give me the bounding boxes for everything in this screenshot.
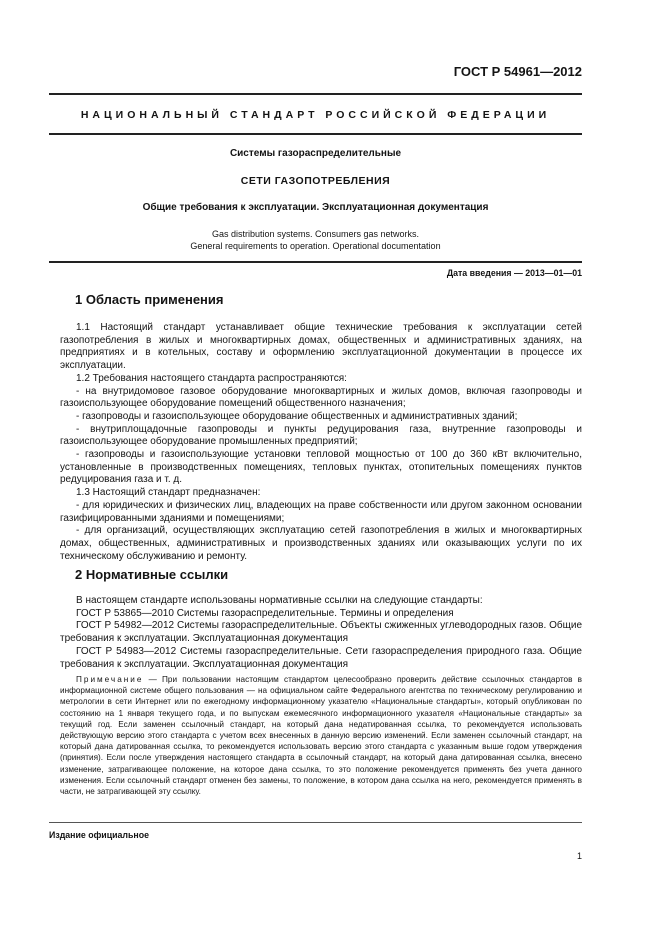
list-item: - газопроводы и газоиспользующие установки тепловой мощностью от 100 до 360 кВт включительно, установленные в производственных помещениях, тепловых пунктах, отопительных помещениях пунктов редуцирования газа и т. д. (60, 449, 582, 486)
date-of-introduction: Дата введения — 2013—01—01 (446, 268, 582, 278)
english-title-line-1: Gas distribution systems. Consumers gas networks. (211, 229, 420, 239)
national-standard-banner: НАЦИОНАЛЬНЫЙ СТАНДАРТ РОССИЙСКОЙ ФЕДЕРАЦИИ (80, 109, 551, 121)
note-text: — При пользовании настоящим стандартом целесообразно проверить действие ссылочных стандартов в информационной системе общего пользования — на официальном сайте Федерального агентства по техническому регулированию и метрологии в сети Интернет или по ежегодному информационному указателю «Национальные стандарты», который опубликован по состоянию на 1 января текущего года, и по выпускам ежемесячного информационного указателя «Национальные стандарты» за текущий год. Если заменен ссылочный стандарт, на который дана недатированная ссылка, то рекомендуется использовать действующую версию этого стандарта с учетом всех внесенных в данную версию изменений. Если заменен ссылочный стандарт, на который дана датированная ссылка, то рекомендуется использовать версию этого стандарта с указанным выше годом утверждения (принятия). Если после утверждения настоящего стандарта в ссылочный стандарт, на который дана датированная ссылка, внесено изменение, затрагивающее положение, на которое дана ссылка, то это положение рекомендуется применять без учета данного изменения. Если ссылочный стандарт отменен без замены, то положение, в котором дана ссылка на него, рекомендуется применять в части, не затрагивающей эту ссылку. (60, 675, 582, 797)
reference-item: ГОСТ Р 53865—2010 Системы газораспределительные. Термины и определения (76, 607, 454, 619)
list-item: - внутриплощадочные газопроводы и пункты редуцирования газа, внутренние газопроводы и газоиспользующее оборудование промышленных предприятий; (60, 423, 582, 448)
section-1-body (60, 322, 582, 563)
title-main: СЕТИ ГАЗОПОТРЕБЛЕНИЯ (240, 175, 391, 187)
reference-item: ГОСТ Р 54982—2012 Системы газораспределительные. Объекты сжиженных углеводородных газов. Общие требования к эксплуатации. Эксплуатационная документация (60, 620, 582, 645)
header-rule-top (49, 93, 582, 95)
paragraph: 1.2 Требования настоящего стандарта распространяются: (76, 372, 347, 384)
reference-item: ГОСТ Р 54983—2012 Системы газораспределительные. Сети газораспределения природного газа. Общие требования к эксплуатации. Эксплуатационная документация (60, 645, 582, 670)
standard-code: ГОСТ Р 54961—2012 (453, 64, 582, 79)
section-2-body (60, 595, 582, 671)
list-item: - на внутридомовое газовое оборудование многоквартирных и жилых домов, включая газопроводы и газоиспользующее оборудование помещений общественного назначения; (60, 385, 582, 410)
english-title-line-2: General requirements to operation. Operational documentation (190, 241, 441, 251)
title-line-1: Системы газораспределительные (229, 148, 402, 159)
official-edition-label: Издание официальное (49, 830, 149, 840)
list-item: - для юридических и физических лиц, владеющих на праве собственности или другом законном основании газифицированными зданиями и помещениями; (60, 499, 582, 524)
title-subtitle: Общие требования к эксплуатации. Эксплуатационная документация (142, 202, 489, 213)
list-item: - газопроводы и газоиспользующее оборудование общественных и административных зданий; (76, 410, 518, 422)
section-2-heading: 2 Нормативные ссылки (75, 567, 229, 582)
paragraph: 1.1 Настоящий стандарт устанавливает общие технические требования к эксплуатации сетей газопотребления в жилых и многоквартирных домах, общественных и административных зданиях, на предприятиях и в котельных, составу и оформлению эксплуатационной документации в процессе их эксплуатации. (60, 322, 582, 372)
page-number: 1 (576, 851, 582, 861)
paragraph: 1.3 Настоящий стандарт предназначен: (76, 487, 261, 499)
section-1-heading: 1 Область применения (75, 292, 224, 307)
note-label: Примечание (76, 675, 144, 684)
paragraph: В настоящем стандарте использованы нормативные ссылки на следующие стандарты: (76, 595, 483, 606)
footer-rule (49, 822, 582, 823)
note-block (60, 674, 582, 797)
header-rule-bottom (49, 133, 582, 135)
title-rule (49, 261, 582, 263)
list-item: - для организаций, осуществляющих эксплуатацию сетей газопотребления в жилых и многоквартирных домах, общественных, административных и производственных зданиях или оказывающих услуги по их техническому обслуживанию и ремонту. (60, 525, 582, 562)
